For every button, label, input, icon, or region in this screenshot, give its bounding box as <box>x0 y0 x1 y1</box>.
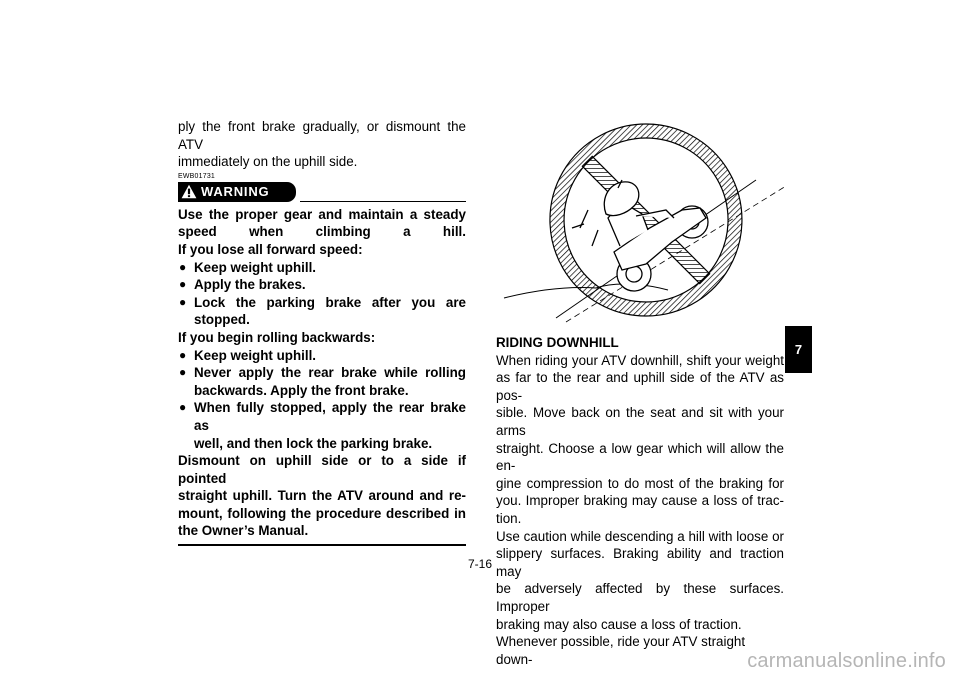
left-column <box>178 118 466 546</box>
text-line: If you lose all forward speed: <box>178 241 363 257</box>
text-line: Dismount on uphill side or to a side if pointed <box>178 453 466 486</box>
warning-label: WARNING <box>201 183 270 199</box>
page-number: 7-16 <box>467 557 493 571</box>
downhill-paragraph-3 <box>496 633 784 668</box>
text-line: Whenever possible, ride your ATV straight down- <box>496 634 746 667</box>
text-line: immediately on the uphill side. <box>178 154 358 170</box>
forward-speed-list <box>178 259 466 329</box>
text-line: ● When fully stopped, apply the rear brake as <box>194 400 466 433</box>
text-line: straight. Choose a low gear which will allow the en- <box>496 440 784 474</box>
text-line: stopped. <box>194 312 250 328</box>
text-line: well, and then lock the parking brake. <box>194 435 433 451</box>
downhill-paragraph-1 <box>496 352 784 528</box>
rolling-back-line: If you begin rolling backwards: <box>178 329 376 345</box>
chapter-tab: 7 <box>785 326 812 373</box>
warning-body <box>178 206 466 540</box>
watermark: carmanualsonline.info <box>747 650 946 672</box>
right-column <box>496 334 784 668</box>
section-heading: RIDING DOWNHILL <box>496 335 619 350</box>
warning-label-box <box>178 182 296 202</box>
text-line: ● Lock the parking brake after you are <box>194 294 466 310</box>
text-line: sible. Move back on the seat and sit with your arms <box>496 405 784 438</box>
text-line: be adversely affected by these surfaces. Improper <box>496 581 784 614</box>
bullet-item <box>178 347 466 365</box>
text-line: backwards. Apply the front brake. <box>194 382 409 398</box>
text-line: ● Keep weight uphill. <box>194 347 317 363</box>
text-line: gine compression to do most of the braking for <box>496 475 784 491</box>
bullet-item <box>178 276 466 294</box>
text-line: as far to the rear and uphill side of the ATV as pos- <box>496 370 784 403</box>
warning-top-rule <box>300 201 466 203</box>
text-line: ply the front brake gradually, or dismount the ATV <box>178 119 466 152</box>
dismount-paragraph <box>178 452 466 540</box>
downhill-paragraph-2 <box>496 528 784 634</box>
text-line: braking may also cause a loss of traction. <box>496 616 742 632</box>
bullet-item <box>178 399 466 452</box>
no-sign-icon <box>550 124 742 316</box>
warning-header <box>178 182 466 202</box>
text-line: ● Keep weight uphill. <box>194 259 317 275</box>
bullet-item <box>178 364 466 399</box>
text-line: ● Never apply the rear brake while rolling <box>194 365 466 381</box>
warning-bottom-rule <box>178 544 466 546</box>
text-line: you. Improper braking may cause a loss of trac- <box>496 493 784 509</box>
text-line: Use caution while descending a hill with loose or <box>496 528 784 544</box>
bullet-item <box>178 259 466 277</box>
warning-triangle-icon <box>181 184 197 199</box>
intro-paragraph <box>178 118 466 171</box>
warning-intro <box>178 206 466 259</box>
rolling-back-list <box>178 347 466 453</box>
warning-code: EWB01731 <box>178 172 216 180</box>
text-line: speed when climbing a hill. <box>178 224 466 240</box>
text-line: ● Apply the brakes. <box>194 277 306 293</box>
text-line: Use the proper gear and maintain a steady <box>178 206 466 222</box>
text-line: slippery surfaces. Braking ability and traction may <box>496 546 784 579</box>
text-line: tion. <box>496 510 522 526</box>
text-line: mount, following the procedure described in <box>178 505 466 521</box>
bullet-item <box>178 294 466 329</box>
downhill-illustration <box>496 118 786 330</box>
atv-rider-icon <box>572 180 708 291</box>
text-line: the Owner’s Manual. <box>178 523 309 539</box>
text-line: straight uphill. Turn the ATV around and re- <box>178 488 466 504</box>
text-line: When riding your ATV downhill, shift your weight <box>496 352 784 368</box>
